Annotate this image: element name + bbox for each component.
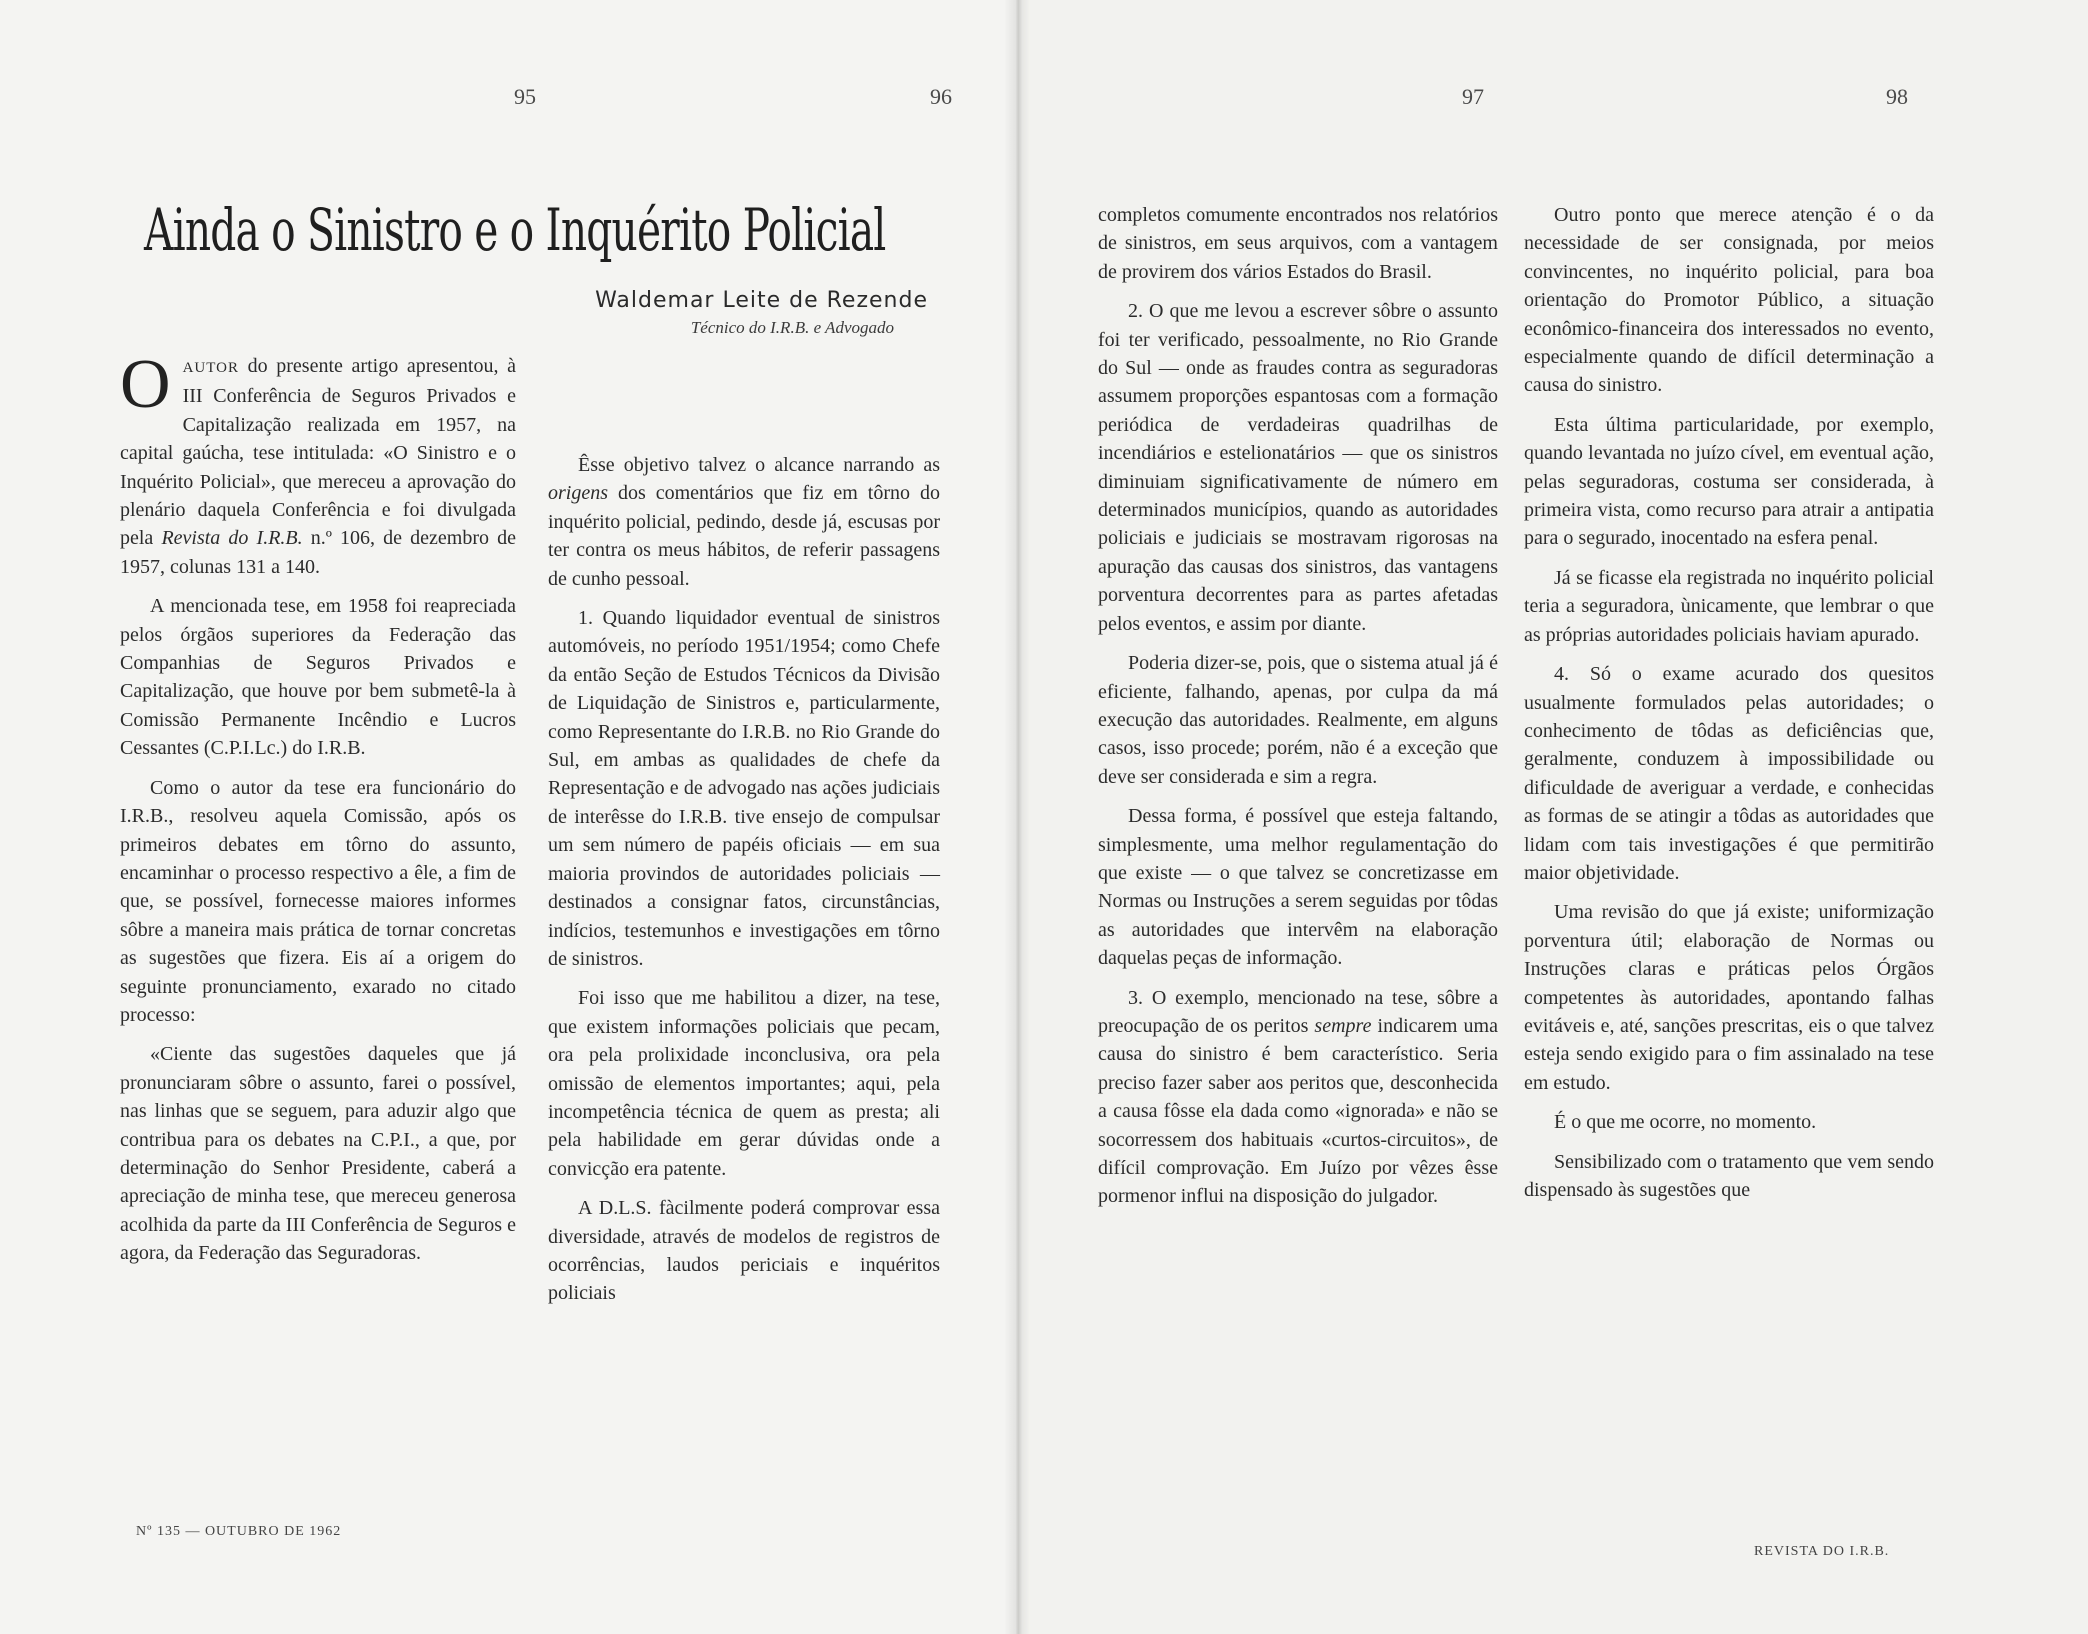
paragraph: Dessa forma, é possível que esteja faltando, simplesmente, uma melhor regulamentação do que existe — o que talvez se concretizasse em Normas ou Instruções a serem seguidas por tôdas as autoridades que intervêm na elaboração daquelas peças de informação. (1098, 805, 1498, 970)
article-title: Ainda o Sinistro e o Inquérito Policial (144, 196, 886, 264)
drop-cap: O (120, 346, 171, 423)
page-number-96: 96 (930, 84, 952, 109)
paragraph: A mencionada tese, em 1958 foi reapreciada pelos órgãos superiores da Federação das Companhias de Seguros Privados e Capitalização, que houve por bem submetê-la à Comissão Permanente Incêndio e Lucros Cessantes (C.P.I.Lc.) do I.R.B. (120, 595, 516, 760)
author-name: Waldemar Leite de Rezende (595, 288, 928, 313)
paragraph: Como o autor da tese era funcionário do I.R.B., resolveu aquela Comissão, após os primeiros debates em tôrno do assunto, encaminhar o processo respectivo a êle, a fim de que, se possível, fornecesse maiores informes sôbre a maneira mais prática de tornar concretas as sugestões que fizera. Eis aí a origem do seguinte pronunciamento, exarado no citado processo: (120, 776, 516, 1026)
page-number-97: 97 (1462, 84, 1484, 109)
paragraph: Êsse objetivo talvez o alcance narrando as origens dos comentários que fiz em tôrno do inquérito policial, pedindo, desde já, escusas por ter contra os meus hábitos, de referir passagens de cunho pessoal. (548, 454, 940, 590)
paragraph: Uma revisão do que já existe; uniformização porventura útil; elaboração de Normas ou Instruções claras e práticas pelos Órgãos competentes às autoridades, apontando falhas evitáveis e, até, sanções prescritas, eis o que talvez esteja sendo exigido para o fim assinalado na tese em estudo. (1524, 901, 1934, 1094)
book-gutter (1004, 0, 1030, 1634)
paragraph: 4. Só o exame acurado dos quesitos usualmente formulados pelas autoridades; o conhecimento de tôdas as deficiências que, geralmente, conduzem à impossibilidade ou dificuldade de averiguar a verdade, e conhecidas as formas de se atingir a tôdas as autoridades que lidam com tais investigações é que permitirão maior objetividade. (1524, 663, 1934, 884)
paragraph: Poderia dizer-se, pois, que o sistema atual já é eficiente, falhando, apenas, por culpa da má execução das autoridades. Realmente, em alguns casos, isso procede; porém, não é a exceção que deve ser considerada e sim a regra. (1098, 652, 1498, 788)
paragraph: 3. O exemplo, mencionado na tese, sôbre a preocupação de os peritos sempre indicarem uma causa do sinistro é bem característico. Seria preciso fazer saber aos peritos que, desconhecida a causa fôsse ela dada como «ignorada» e não se socorressem dos habituais «curtos-circuitos», de difícil comprovação. Em Juízo por vêzes êsse pormenor influi na disposição do julgador. (1098, 986, 1498, 1208)
paragraph: Outro ponto que merece atenção é o da necessidade de ser consignada, por meios convincentes, no inquérito policial, para boa orientação do Promotor Público, a situação econômico-financeira dos interessados no evento, especialmente quando de difícil determinação a causa do sinistro. (1524, 204, 1934, 397)
text-column-1 (120, 346, 516, 1279)
paragraph: OAUTOR do presente artigo apresentou, à III Conferência de Seguros Privados e Capitalização realizada em 1957, na capital gaúcha, tese intitulada: «O Sinistro e o Inquérito Policial», que mereceu a aprovação do plenário daquela Conferência e foi divulgada pela Revista do I.R.B. n.º 106, de dezembro de 1957, colunas 131 a 140. (120, 346, 516, 578)
paragraph: «Ciente das sugestões daqueles que já pronunciaram sôbre o assunto, farei o possível, nas linhas que se seguem, para aduzir algo que contribua para os debates na C.P.I., a que, por determinação do Senhor Presidente, caberá a apreciação de minha tese, que mereceu generosa acolhida da parte da III Conferência de Seguros e agora, da Federação das Seguradoras. (120, 1043, 516, 1265)
paragraph: É o que me ocorre, no momento. (1554, 1111, 1817, 1134)
text-column-3 (1098, 201, 1498, 1222)
page-footer-right: REVISTA DO I.R.B. (1754, 1544, 1890, 1559)
text-column-2 (548, 451, 940, 1319)
paragraph: Foi isso que me habilitou a dizer, na tese, que existem informações policiais que pecam, ora pela prolixidade inconclusiva, ora pela omissão de elementos importantes; aqui, pela incompetência técnica de quem as presta; ali pela habilidade em gerar dúvidas onde a convicção era patente. (548, 987, 940, 1180)
page-footer-left: Nº 135 — OUTUBRO DE 1962 (136, 1524, 342, 1539)
paragraph: 2. O que me levou a escrever sôbre o assunto foi ter verificado, pessoalmente, no Rio Grande do Sul — onde as fraudes contra as seguradoras assumem proporções espantosas com a formação periódica de verdadeiras quadrilhas de incendiários e estelionatários — que os sinistros diminuiam significativamente de número em determinados municípios, quando as autoridades policiais e judiciais se mostravam rigorosas na apuração das causas dos sinistros, das vantagens porventura decorrentes para as partes afetadas pelos eventos, e assim por diante. (1098, 300, 1498, 635)
author-role: Técnico do I.R.B. e Advogado (690, 318, 894, 337)
left-page (0, 0, 1016, 1634)
text-column-4 (1524, 201, 1934, 1215)
page-number-98: 98 (1886, 84, 1908, 109)
right-page (1016, 0, 2088, 1634)
paragraph: completos comumente encontrados nos relatórios de sinistros, em seus arquivos, com a vantagem de provirem dos vários Estados do Brasil. (1098, 204, 1498, 283)
page-number-95: 95 (514, 84, 536, 109)
paragraph: A D.L.S. fàcilmente poderá comprovar essa diversidade, através de modelos de registros de ocorrências, laudos periciais e inquéritos policiais (548, 1197, 940, 1305)
paragraph: Esta última particularidade, por exemplo, quando levantada no juízo cível, em eventual ação, pelas seguradoras, costuma ser considerada, à primeira vista, como recurso para atrair a antipatia para o segurado, inocentado na esfera penal. (1524, 413, 1934, 550)
paragraph: Já se ficasse ela registrada no inquérito policial teria a seguradora, ùnicamente, que lembrar o que as próprias autoridades policiais haviam apurado. (1524, 566, 1934, 646)
paragraph: Sensibilizado com o tratamento que vem sendo dispensado às sugestões que (1524, 1150, 1934, 1201)
paragraph: 1. Quando liquidador eventual de sinistros automóveis, no período 1951/1954; como Chefe da então Seção de Estudos Técnicos da Divisão de Liquidação de Sinistros e, particularmente, como Representante do I.R.B. no Rio Grande do Sul, em ambas as qualidades de chefe da Representação e de advogado nas ações judiciais de interêsse do I.R.B. tive ensejo de compulsar um sem número de papéis oficiais — em sua maioria provindos de autoridades policiais — destinados a consignar fatos, circunstâncias, indícios, testemunhos e investigações em tôrno de sinistros. (548, 607, 940, 970)
